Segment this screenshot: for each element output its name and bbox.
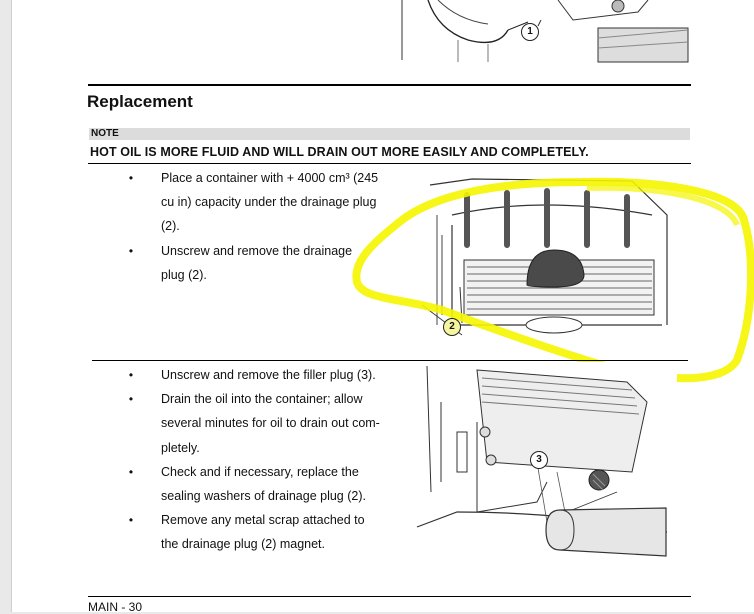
step-line: sealing washers of drainage plug (2). — [161, 489, 366, 504]
callout-1-label: 1 — [527, 26, 533, 37]
step-line: plug (2). — [161, 267, 207, 282]
callout-3 — [530, 451, 548, 469]
list-item — [124, 508, 404, 556]
step-line: Unscrew and remove the drainage — [161, 243, 353, 258]
step-line: Place a container with + 4000 cm³ (245 — [161, 171, 379, 185]
list-item — [124, 387, 404, 460]
step-line: Unscrew and remove the filler plug (3). — [161, 368, 376, 382]
mid-rule — [92, 360, 688, 361]
step-line: Remove any metal scrap attached to — [161, 513, 365, 528]
exhaust-pipe-figure — [546, 500, 666, 580]
bullet-dot: • — [128, 171, 134, 185]
step-line: several minutes for oil to drain out com- — [161, 416, 380, 431]
footer-rule — [88, 596, 691, 597]
step-line: (2). — [161, 219, 180, 234]
note-rule — [88, 163, 691, 164]
engine-figure-top — [398, 0, 688, 64]
note-label: NOTE — [89, 128, 690, 140]
callout-2 — [443, 318, 461, 336]
bullet-dot: • — [128, 392, 134, 407]
highlight-annotation — [352, 170, 752, 390]
page-number: MAIN - 30 — [88, 600, 143, 614]
step-line: the drainage plug (2) magnet. — [161, 537, 325, 552]
list-item — [124, 460, 404, 508]
section-title: Replacement — [87, 92, 193, 111]
bullet-dot: • — [128, 464, 134, 479]
step-line: Check and if necessary, replace the — [161, 464, 359, 479]
bullet-dot: • — [128, 368, 134, 382]
callout-2-label: 2 — [449, 321, 455, 332]
bullet-dot: • — [128, 243, 134, 258]
step-line: cu in) capacity under the drainage plug — [161, 195, 377, 210]
callout-1 — [521, 23, 539, 41]
manual-page — [12, 0, 754, 612]
callout-3-label: 3 — [536, 454, 542, 465]
step-line: Drain the oil into the container; allow — [161, 392, 363, 407]
bullet-dot: • — [128, 513, 134, 528]
step-line: pletely. — [161, 440, 200, 455]
list-item — [124, 363, 404, 387]
steps-bottom-list — [124, 363, 404, 557]
section-top-rule — [88, 84, 691, 86]
note-text: HOT OIL IS MORE FLUID AND WILL DRAIN OUT MORE EASILY AND COMPLETELY. — [90, 145, 589, 159]
